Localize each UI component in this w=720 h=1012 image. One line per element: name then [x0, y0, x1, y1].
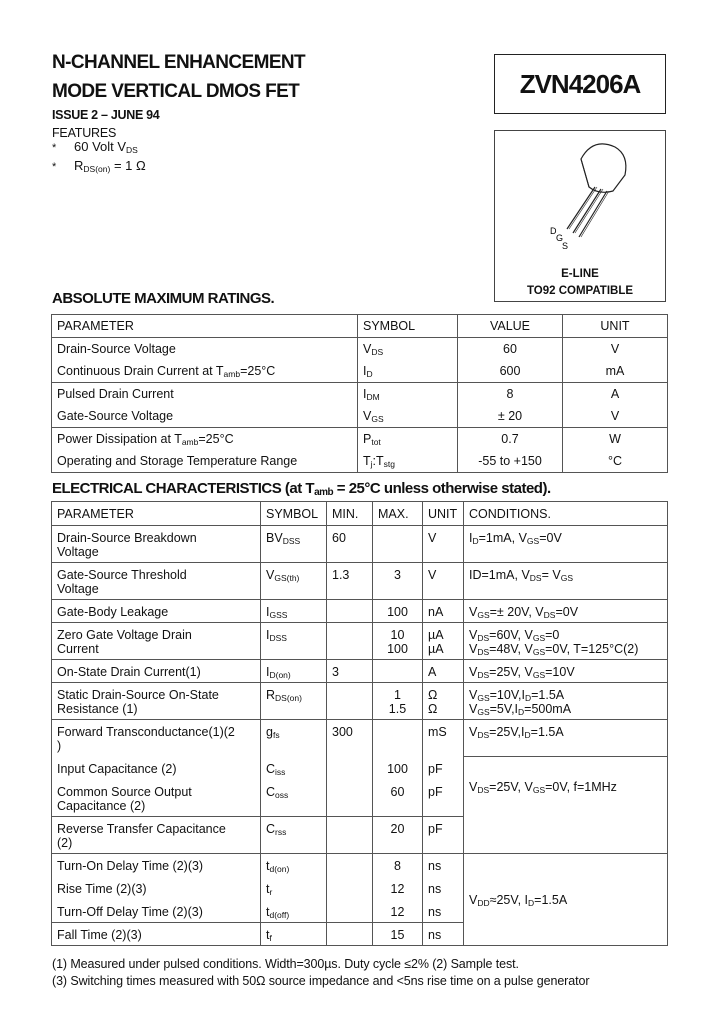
table-row: Power Dissipation at $T_{amb}=25^\circ C$ $P_{tot}$ 0.7 W — [52, 428, 668, 451]
title-line-1: N-CHANNEL ENHANCEMENT — [52, 52, 306, 73]
title-line-2: MODE VERTICAL DMOS FET — [52, 81, 300, 102]
table-row: Drain-Source Breakdown Voltage $BV_{DSS}$ 60 V $I_D=1mA$, $V_{GS}=0V$ — [52, 526, 668, 563]
table-row: Input Capacitance (2) $C_{iss}$ 100 pF $V_{DS}=25V$, $V_{GS}=0V$, f=1MHz — [52, 757, 668, 780]
table-header-row: PARAMETER SYMBOL VALUE UNIT — [52, 315, 668, 338]
table-row: Operating and Storage Temperature Range $T_j:T_{stg}$ -55 to +150 °C — [52, 450, 668, 473]
table-row: Static Drain-Source On-State Resistance (1) $R_{DS(on)}$ 1 1.5 Ω Ω $V_{GS}=10V,I_D=1.5A$ $V_{GS}=5V,I_D=500mA$ — [52, 683, 668, 720]
table-row: Fall Time (2)(3) $t_f$ 15 ns — [52, 923, 668, 946]
part-number: ZVN4206A — [494, 54, 666, 114]
table-row: Turn-On Delay Time (2)(3) $t_{d(on)}$ 8 ns $V_{DD}\approx 25V$, $I_D=1.5A$ — [52, 854, 668, 877]
ec-heading: ELECTRICAL CHARACTERISTICS (at $T_{amb} = 25^\circ C$ unless otherwise stated). — [52, 480, 551, 498]
footnote-1: (1) Measured under pulsed conditions. Width=300µs. Duty cycle ≤2% (2) Sample test. — [52, 957, 519, 971]
package-figure — [494, 130, 666, 302]
table-row: Continuous Drain Current at $T_{amb}=25^\circ C$ $I_D$ 600 mA — [52, 360, 668, 383]
feature-item: * $R_{DS(on)} = 1$ Ω — [52, 158, 146, 174]
pin-label-s: S — [562, 241, 569, 251]
package-name: E-LINE — [561, 268, 599, 280]
issue-date: ISSUE 2 – JUNE 94 — [52, 108, 160, 122]
table-row: Reverse Transfer Capacitance (2) $C_{rss}$ 20 pF — [52, 817, 668, 854]
table-header-row: PARAMETER SYMBOL MIN. MAX. UNIT CONDITIONS. — [52, 502, 668, 526]
table-row: Pulsed Drain Current $I_{DM}$ 8 A — [52, 383, 668, 406]
features-heading: FEATURES — [52, 126, 117, 140]
pin-label-d: D — [550, 226, 557, 236]
table-row: Gate-Source Voltage $V_{GS}$ ± 20 V — [52, 405, 668, 428]
amr-table — [51, 314, 668, 473]
table-row: Turn-Off Delay Time (2)(3) $t_{d(off)}$ 12 ns — [52, 900, 668, 923]
table-row: Gate-Source Threshold Voltage $V_{GS(th)}$ 1.3 3 V ID=1mA, $V_{DS}= V_{GS}$ — [52, 563, 668, 600]
table-row: Zero Gate Voltage Drain Current $I_{DSS}$ 10 100 µA µA $V_{DS}=60V$, $V_{GS}=0$ $V_{DS}=48V$, $V_{GS}=0V$, T=125°C(2) — [52, 623, 668, 660]
table-row: Common Source Output Capacitance (2) $C_{oss}$ 60 pF — [52, 780, 668, 817]
footnote-2: (3) Switching times measured with 50Ω source impedance and <5ns rise time on a pulse generator — [52, 974, 590, 988]
table-row: Rise Time (2)(3) $t_r$ 12 ns — [52, 877, 668, 900]
feature-item: * 60 Volt $V_{DS}$ — [52, 139, 138, 155]
table-row: Forward Transconductance(1)(2 ) $g_{fs}$ 300 mS $V_{DS}=25V,I_D=1.5A$ — [52, 720, 668, 757]
pin-label-g: G — [556, 233, 564, 243]
to92-package-icon — [495, 131, 665, 261]
table-row: Drain-Source Voltage $V_{DS}$ 60 V — [52, 338, 668, 361]
amr-heading: ABSOLUTE MAXIMUM RATINGS. — [52, 290, 275, 307]
table-row: Gate-Body Leakage $I_{GSS}$ 100 nA $V_{GS}=\pm 20V$, $V_{DS}=0V$ — [52, 600, 668, 623]
package-compat: TO92 COMPATIBLE — [526, 285, 634, 297]
ec-table — [51, 501, 668, 946]
table-row: On-State Drain Current(1) $I_{D(on)}$ 3 A $V_{DS}=25V$, $V_{GS}=10V$ — [52, 660, 668, 683]
